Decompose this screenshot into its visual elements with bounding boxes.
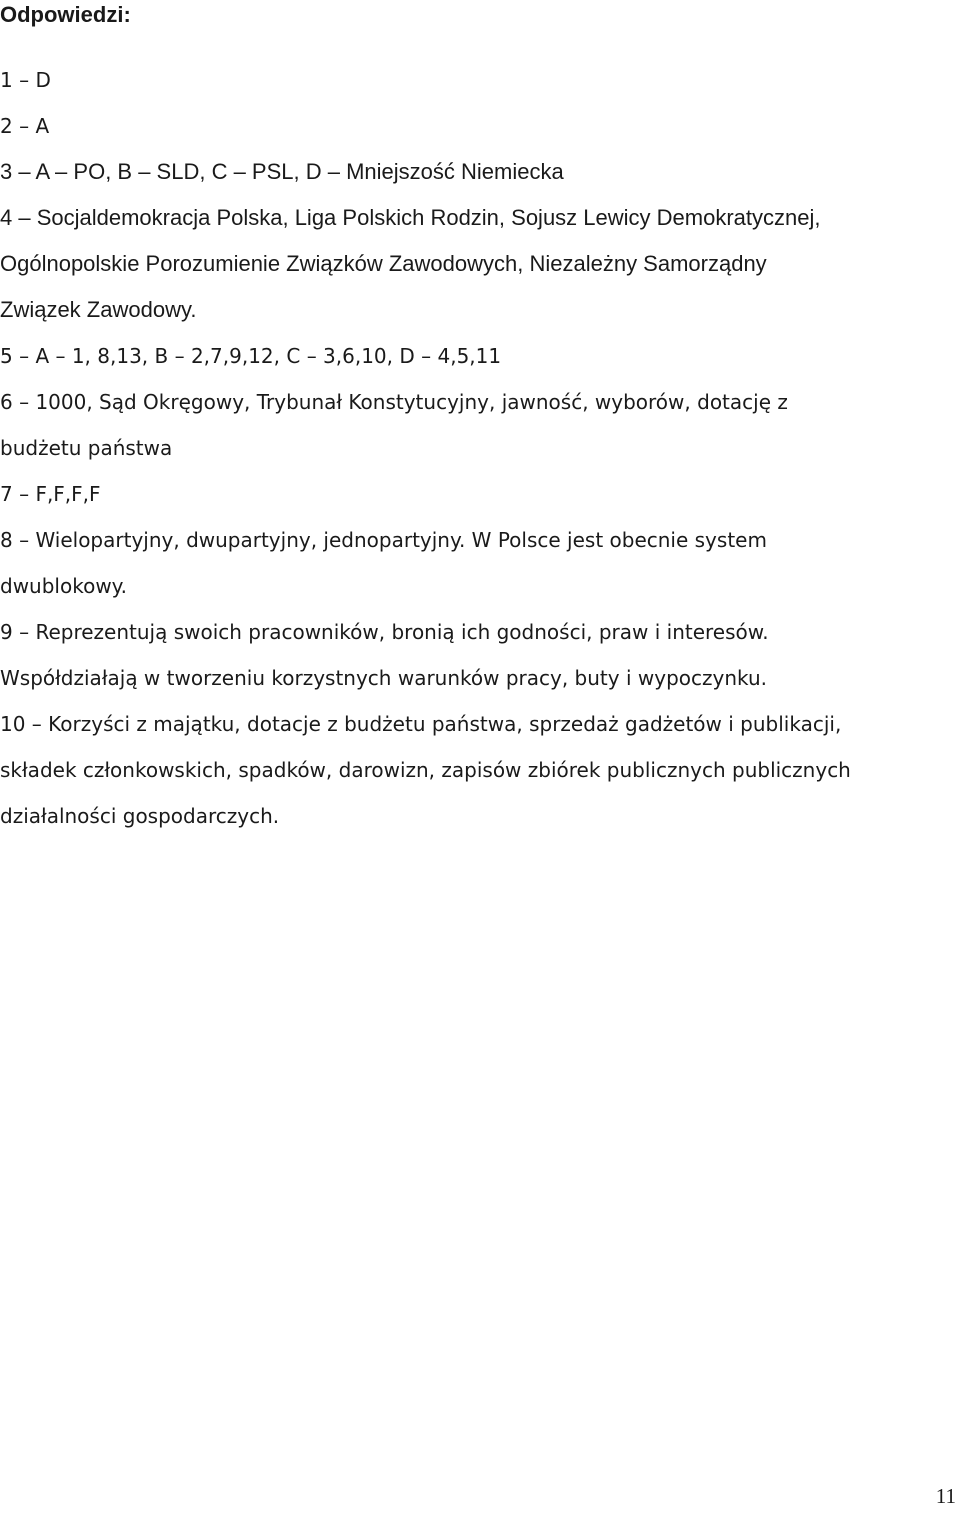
answer-item: [0, 103, 958, 149]
answer-line: 3 – A – PO, B – SLD, C – PSL, D – Mniejszość Niemiecka: [0, 159, 564, 184]
answer-item: [0, 379, 958, 471]
answer-line: 10 – Korzyści z majątku, dotacje z budżetu państwa, sprzedaż gadżetów i publikacji,: [0, 712, 842, 736]
page-number: 11: [935, 1484, 956, 1508]
answer-line: działalności gospodarczych.: [0, 804, 280, 828]
answer-line: 2 – A: [0, 114, 50, 138]
answer-item: [0, 57, 958, 103]
answer-line: 9 – Reprezentują swoich pracowników, bronią ich godności, praw i interesów.: [0, 620, 769, 644]
answer-item: [0, 609, 958, 701]
answer-item: [0, 333, 958, 379]
answer-line: 4 – Socjaldemokracja Polska, Liga Polskich Rodzin, Sojusz Lewicy Demokratycznej,: [0, 205, 821, 230]
answer-item: [0, 517, 958, 609]
answer-line: budżetu państwa: [0, 436, 173, 460]
answers-list: [0, 57, 958, 839]
answer-line: 5 – A – 1, 8,13, B – 2,7,9,12, C – 3,6,10, D – 4,5,11: [0, 344, 502, 368]
answer-line: 1 – D: [0, 68, 51, 92]
answers-heading: Odpowiedzi:: [0, 2, 131, 27]
answer-item: [0, 195, 958, 333]
answer-item: [0, 701, 958, 839]
answer-line: Związek Zawodowy.: [0, 297, 197, 322]
answer-line: 8 – Wielopartyjny, dwupartyjny, jednopartyjny. W Polsce jest obecnie system: [0, 528, 767, 552]
answer-line: Współdziałają w tworzeniu korzystnych warunków pracy, buty i wypoczynku.: [0, 666, 768, 690]
answer-line: 6 – 1000, Sąd Okręgowy, Trybunał Konstytucyjny, jawność, wyborów, dotację z: [0, 390, 788, 414]
answer-line: składek członkowskich, spadków, darowizn, zapisów zbiórek publicznych publicznych: [0, 758, 851, 782]
answer-item: [0, 471, 958, 517]
answer-line: 7 – F,F,F,F: [0, 482, 101, 506]
answer-line: Ogólnopolskie Porozumienie Związków Zawodowych, Niezależny Samorządny: [0, 251, 767, 276]
answer-line: dwublokowy.: [0, 574, 128, 598]
answer-item: [0, 149, 958, 195]
